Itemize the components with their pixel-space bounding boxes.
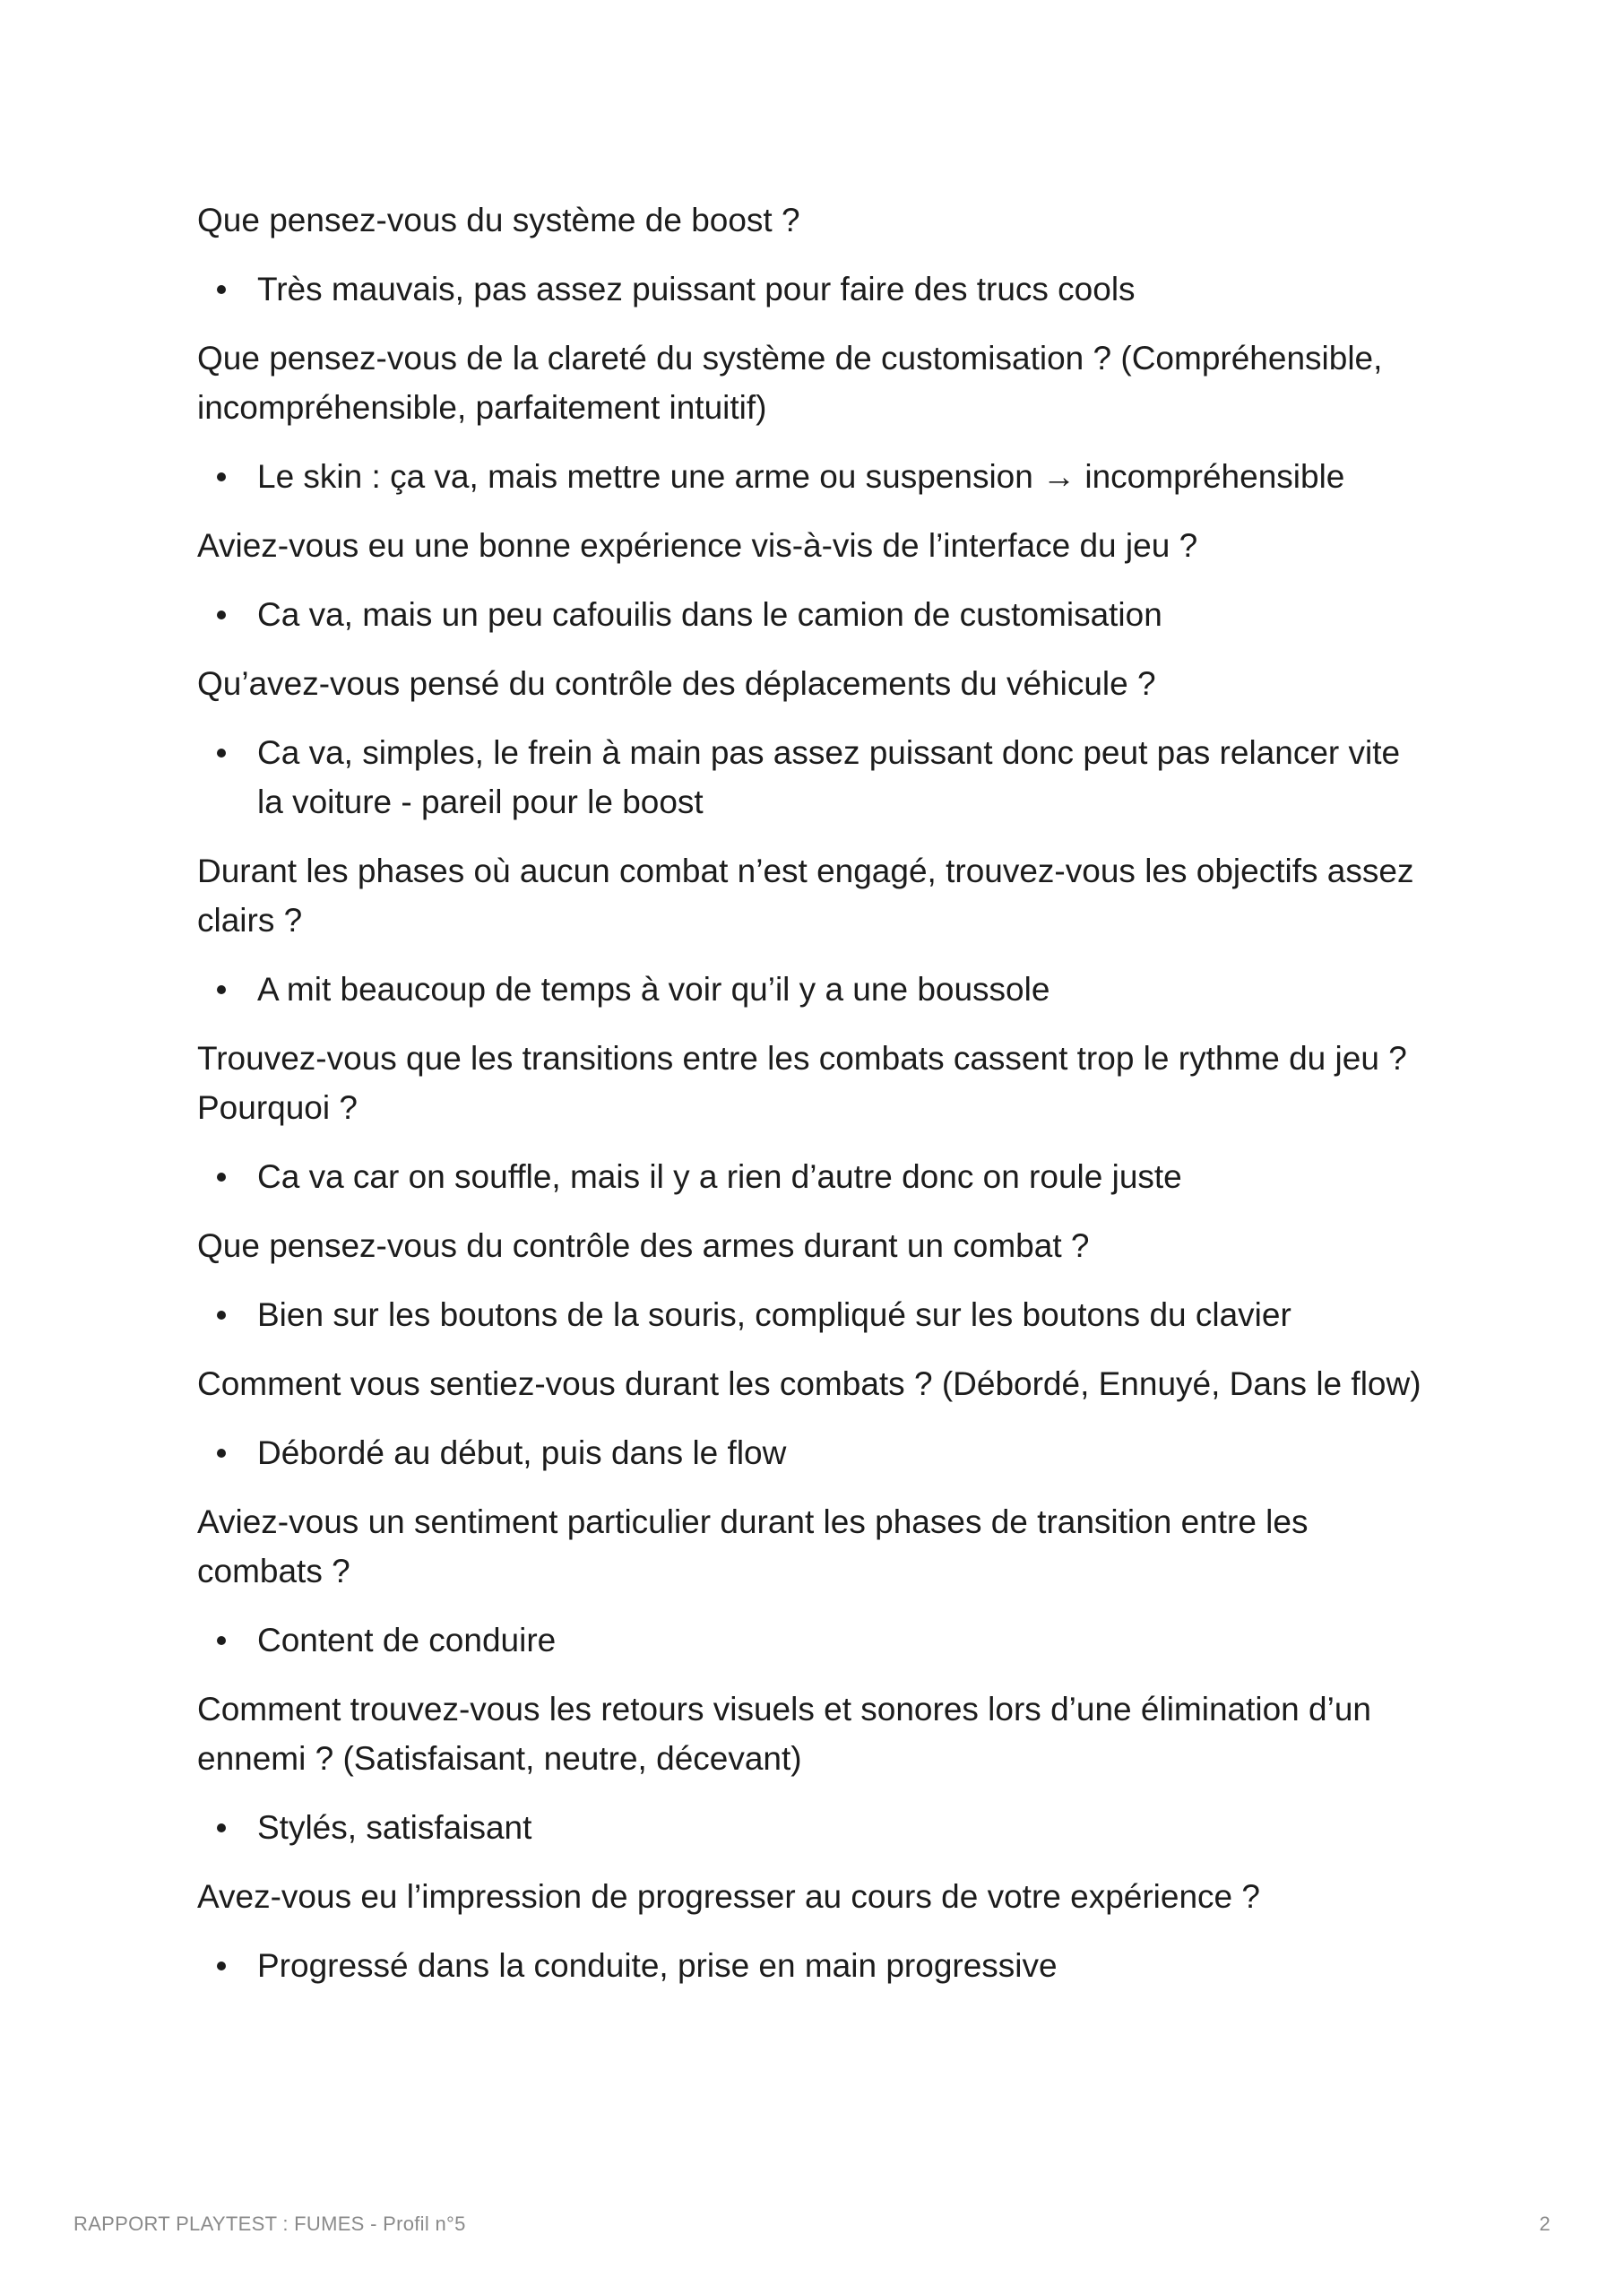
answer-text: Stylés, satisfaisant — [257, 1809, 532, 1846]
answer-text: Bien sur les boutons de la souris, compliqué sur les boutons du clavier — [257, 1296, 1291, 1333]
answer-item — [197, 965, 1434, 1014]
answer-list — [197, 1803, 1434, 1852]
answer-list — [197, 1152, 1434, 1201]
question-text: Avez-vous eu l’impression de progresser au cours de votre expérience ? — [197, 1878, 1260, 1915]
answer-text: Progressé dans la conduite, prise en main progressive — [257, 1947, 1058, 1984]
answer-text: Débordé au début, puis dans le flow — [257, 1434, 787, 1471]
answer-list — [197, 728, 1434, 827]
answer-item — [197, 452, 1434, 501]
document-body — [197, 195, 1434, 2010]
answer-list — [197, 590, 1434, 639]
answer-text: Ca va, mais un peu cafouilis dans le camion de customisation — [257, 596, 1162, 633]
answer-item — [197, 590, 1434, 639]
answer-list — [197, 1941, 1434, 1990]
footer-title: RAPPORT PLAYTEST : FUMES - Profil n°5 — [73, 2213, 466, 2235]
answer-text: Très mauvais, pas assez puissant pour faire des trucs cools — [257, 271, 1136, 307]
answer-item — [197, 264, 1434, 314]
bullet-icon — [217, 1173, 226, 1182]
question-text: Trouvez-vous que les transitions entre les combats cassent trop le rythme du jeu ? Pourquoi ? — [197, 1040, 1407, 1126]
question-text: Que pensez-vous du système de boost ? — [197, 202, 800, 238]
bullet-icon — [217, 285, 226, 294]
answer-item — [197, 1615, 1434, 1665]
page-number: 2 — [1539, 2213, 1551, 2235]
question-text: Aviez-vous eu une bonne expérience vis-à-vis de l’interface du jeu ? — [197, 527, 1198, 564]
question-text: Comment vous sentiez-vous durant les combats ? (Débordé, Ennuyé, Dans le flow) — [197, 1365, 1421, 1402]
bullet-icon — [217, 1962, 226, 1970]
answer-list — [197, 1428, 1434, 1477]
answer-item — [197, 1290, 1434, 1339]
bullet-icon — [217, 1636, 226, 1645]
answer-item — [197, 1941, 1434, 1990]
answer-list — [197, 965, 1434, 1014]
question-text: Qu’avez-vous pensé du contrôle des déplacements du véhicule ? — [197, 665, 1156, 702]
answer-text: Le skin : ça va, mais mettre une arme ou suspension → incompréhensible — [257, 458, 1345, 495]
answer-item — [197, 728, 1434, 827]
answer-list — [197, 264, 1434, 314]
answer-item — [197, 1428, 1434, 1477]
bullet-icon — [217, 1311, 226, 1320]
question-text: Durant les phases où aucun combat n’est engagé, trouvez-vous les objectifs assez clairs ? — [197, 853, 1414, 939]
bullet-icon — [217, 749, 226, 758]
bullet-icon — [217, 985, 226, 994]
bullet-icon — [217, 611, 226, 619]
bullet-icon — [217, 1823, 226, 1832]
answer-text: Content de conduire — [257, 1622, 557, 1658]
question-text: Que pensez-vous de la clareté du système de customisation ? (Compréhensible, incompréhensible, parfaitement intuitif) — [197, 340, 1383, 426]
answer-item — [197, 1152, 1434, 1201]
answer-item — [197, 1803, 1434, 1852]
answer-list — [197, 1615, 1434, 1665]
bullet-icon — [217, 472, 226, 481]
answer-list — [197, 1290, 1434, 1339]
answer-text: Ca va car on souffle, mais il y a rien d’autre donc on roule juste — [257, 1158, 1182, 1195]
answer-list — [197, 452, 1434, 501]
answer-text: A mit beaucoup de temps à voir qu’il y a une boussole — [257, 971, 1050, 1008]
bullet-icon — [217, 1449, 226, 1458]
question-text: Comment trouvez-vous les retours visuels et sonores lors d’une élimination d’un ennemi ? (Satisfaisant, neutre, décevant) — [197, 1691, 1371, 1777]
question-text: Que pensez-vous du contrôle des armes durant un combat ? — [197, 1227, 1090, 1264]
answer-text: Ca va, simples, le frein à main pas assez puissant donc peut pas relancer vite la voiture - pareil pour le boost — [257, 734, 1401, 820]
question-text: Aviez-vous un sentiment particulier durant les phases de transition entre les combats ? — [197, 1503, 1309, 1589]
